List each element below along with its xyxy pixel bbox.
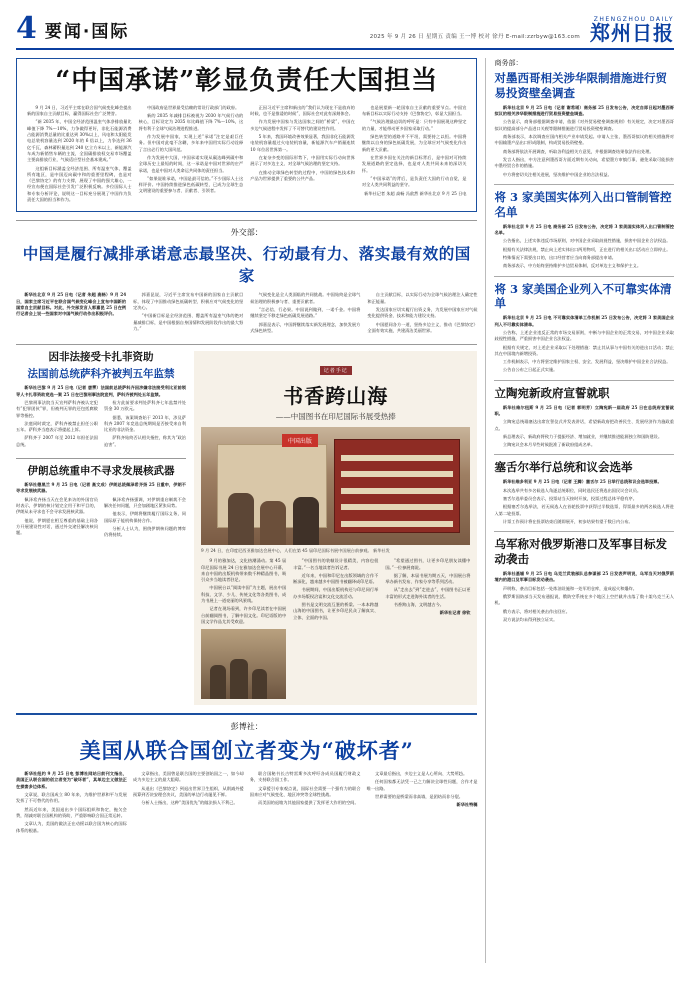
feature-photo-secondary (201, 629, 286, 699)
feature-headline: 书香跨山海 (283, 384, 389, 409)
paragraph: 本次选举共有多名候选人角逐总统职位，同时选民还将选出国民议会议员。 (502, 487, 642, 493)
paragraph: 公告指出，上述实体违反市场原则，对中国企业采取歧视性措施，损害中国企业合法权益。 (502, 238, 671, 244)
paragraph: 气候变化是全人类面临的共同挑战。中国始终是全球气候治理的积极参与者、重要贡献者。 (250, 292, 361, 304)
paragraph: 工作机制表示，中方将坚定维护国家主权、安全、发展利益，坚决维护中国企业合法权益。 (502, 359, 671, 365)
rail-body (494, 105, 674, 178)
paragraph: 9 月 24 日，习近平主席在联合国气候变化峰会提出新的国家自主贡献目标，赢得国际社会广泛赞誉。 (27, 104, 132, 117)
paragraph: 文章说，联合国成立 80 年来，为维护世界和平与发展发挥了不可替代的作用。 (16, 792, 127, 804)
paragraph: 任何国家都无法凭一己之力解决全球性问题，合作才是唯一出路。 (366, 779, 478, 791)
bloomberg-story (16, 721, 477, 836)
feature-col-3 (385, 558, 470, 699)
paragraph: 从“走出去”到“走进去”，中国图书正以更丰富的形式走进海外读者的生活。 (385, 587, 471, 599)
iran-headline: 伊朗总统重申不寻求发展核武器 (27, 465, 175, 478)
bloomberg-col-3 (250, 771, 361, 836)
bloomberg-col-4 (367, 771, 478, 836)
mfa-col-2 (133, 292, 243, 336)
paragraph: 记者在现场看到，许多印尼读者在中国展台前翻阅图书，了解中国文化。印尼语版的中国文学作品尤其受欢迎。 (201, 606, 287, 624)
feature-story (194, 351, 477, 705)
rail-story-2 (494, 282, 674, 374)
paragraph: 新的 2035 年减排目标被视为 2030 年气候行动的核心，目标设定为 2035 年比峰值下降 7%～10%，这将有利于全球气候治理进程推进。 (138, 113, 244, 131)
rail-kicker: 商务部： (494, 59, 523, 67)
paragraph: 正因习近平主席和新出的“我们认为现在不是放弃的时候，也不是推诿的时候”，国际社会对此有深刻体会。 (250, 104, 355, 117)
divider (494, 531, 674, 532)
paragraph: 而美国的退缩为其他国家提供了发挥更大作用的空间。 (258, 800, 359, 806)
paragraph: 从退出《巴黎协定》到退出世界卫生组织，从削减外援预算到否决安理会决议，美国的单边行动屡见不鲜。 (132, 785, 244, 798)
paragraph: 文章指出，美国曾是联合国的主要创始国之一，如今却成为多边主义的最大阻碍。 (132, 771, 244, 783)
divider (16, 220, 477, 221)
right-rail (486, 58, 674, 963)
paragraph: 在世界多国在关注的新目标背后，是中国对可持续发展道路的坚定选择，也是对人类共同未来的深切关怀。 (361, 154, 467, 173)
paragraph: 郭嘉昆说，习近平主席宣布中国新的国家自主贡献目标，体现了中国推动绿色低碳转型、积极应对气候变化的坚定决心。 (133, 292, 244, 310)
paragraph: 中方将密切关注相关进展，坚决维护中国企业的合法权益。 (502, 171, 612, 177)
paragraph: 发言人指出，中方注意到墨西哥方面近期有关动向，希望墨方审慎行事，避免采取可能损害中墨经贸合作的措施。 (494, 156, 674, 169)
paragraph: 9 月的雅加达，文化热潮涌动。第 45 届印尼国际书展 24 日在雅加达会展中心开幕，来自中国的出版机构带来数千种精品图书，吸引众多当地读者驻足。 (201, 558, 287, 583)
paragraph: “中国承诺”的背后，是负责任大国的行动自觉，是对全人类共同利益的坚守。 (361, 175, 467, 188)
rail-body (494, 479, 674, 525)
lead-col-1 (27, 105, 132, 205)
paper-nameplate (590, 16, 674, 44)
paragraph: 声明称，袭击目标包括一处炼油设施和一处军用仓库，造成起火和爆炸。 (502, 585, 637, 591)
paragraph: 塞舌尔选举委员会表示，投票站当天按时开放，投票过程总体平稳有序。 (502, 496, 637, 501)
paragraph: 在推动全球绿色转型的过程中，中国的绿色技术和产品为世界提供了重要的公共产品。 (250, 169, 355, 181)
paragraph: 在复杂多变的国际形势下，中国用实际行动向世界展示了对多边主义、对全球气候治理的坚定支持。 (250, 154, 355, 167)
issue-dateline: 2025 年 9 月 26 日 星期五 责编 王一博 校对 徐丹 E-mail:zzrbyw@163.com (369, 34, 580, 40)
sarkozy-byline (16, 385, 186, 398)
feature-byline: 新华社记者 徐钦 (439, 610, 471, 616)
feature-subheadline: ——中国图书在印尼国际书展受热捧 (275, 412, 396, 422)
rail-story-0 (494, 58, 674, 178)
lead-story (16, 58, 477, 212)
paragraph: 计票工作预计将在投票结束后随即展开，初步结果有望于数日内公布。 (502, 518, 633, 524)
lead-headline: “中国承诺”彰显负责任大国担当 (55, 66, 439, 96)
paragraph: 中国政府是世界最受信赖的常设行政部门的政府。 (147, 104, 240, 110)
paragraph: 立陶宛总统瑙塞达出席宣誓仪式并发表讲话，希望新政府把改善民生、发展经济作为施政重点。 (494, 419, 674, 431)
divider (494, 454, 674, 455)
byline: 新华社北京 9 月 25 日电 不可靠实体清单工作机制 25 日发布公告，决定将 3 家美国企业列入不可靠实体清单。 (494, 315, 674, 327)
rail-body (494, 571, 674, 623)
paragraph: 检方此前要求判处萨科齐七年监禁并处罚金 30 万欧元。 (104, 399, 186, 412)
feature-photo (201, 427, 470, 545)
paragraph: 巴黎刑事法院当天宣判萨科齐被认定犯有“犯罪团伙”罪，但被判无罪的还包括腐败罪等指控。 (16, 399, 98, 418)
rail-headline: 将 3 家美国企业列入不可靠实体清单 (494, 281, 672, 311)
paragraph: 新总理表示，新政府将致力于提振经济、增加就业，并继续推进能源独立和国防建设。 (502, 433, 663, 439)
mfa-byline: 新华社北京 9 月 25 日电（记者 朱超 高畅）9 月 24 日，国家主席习近平在联合国气候变化峰会上宣布中国新的国家自主贡献目标。对此，外交部发言人郭嘉昆 25 日在例行记者会上说一些国家对中国气候行动作出积极评价。 (16, 292, 127, 317)
paragraph: 联合国秘书长古特雷斯多次呼吁各成员国履行财政义务，支持联合国工作。 (249, 771, 361, 783)
page-number: 4 (16, 11, 37, 46)
divider (16, 344, 477, 345)
section-title: 要闻·国际 (44, 22, 130, 42)
mfa-col-4 (367, 292, 477, 336)
paragraph: 商务部表示，中方始终坚持维护多边贸易体制，反对单边主义和保护主义。 (502, 263, 642, 269)
byline: 新华社北京 9 月 25 日电 商务部 25 日发布公告，决定将 3 家美国实体列入出口管制管控名单。 (494, 223, 674, 236)
paragraph: “气候治理最迫切的呼吁是：只有中国展现这种坚定的力量，才能带动更多国家采取行动。” (361, 119, 467, 131)
rail-story-1 (494, 190, 674, 270)
byline: 新华社维尔纽斯 9 月 25 日电（记者 郭明芳）立陶宛新一届政府 25 日在总统府宣誓就职。 (494, 404, 674, 416)
paragraph: 根据有关法律法规，禁止向上述实体出口两用物项，正在进行的相关出口活动应立即停止。 (502, 246, 671, 252)
divider (494, 184, 674, 185)
paragraph: 世界需要的是桥梁而非高墙，是团结而非分裂。 (375, 794, 463, 800)
photo-banner-text: 中国出版 (282, 434, 318, 447)
rail-story-4 (494, 460, 674, 525)
paragraph: 双方说法均未得到独立证实。 (502, 616, 558, 622)
sarkozy-col-1 (16, 400, 98, 450)
iran-col-2 (104, 497, 186, 541)
paragraph: 他表示，伊朗将继续履行国际义务，同国际原子能机构保持合作。 (104, 511, 186, 523)
paragraph: 自主贡献目标，以实际行动为全球气候治理注入确定性和正能量。 (367, 292, 478, 304)
paragraph: 中国展台以“阅读中国”为主题，展出中国科技、文学、少儿、传统文化等各类图书，成为书展上一道亮丽的风景线。 (201, 585, 287, 603)
rail-body (494, 224, 674, 270)
paragraph: 萨科齐于 2007 年至 2012 年担任法国总统。 (16, 435, 98, 447)
rail-headline: 乌军称对俄罗斯港口及军事目标发动袭击 (494, 537, 667, 567)
paragraph: 近年来，中国和印尼在出版领域的合作不断深化，越来越多中国图书被翻译成印尼语。 (293, 572, 379, 585)
paragraph: 俄方表示，将对相关袭击作出回应。 (502, 608, 570, 614)
paragraph: 特殊情况下需要出口的，出口经营者应当向商务部提出申请。 (502, 254, 616, 260)
paragraph: 郭嘉昆表示，中国将继续落实新发展理念，加快发展方式绿色转型。 (250, 321, 361, 333)
paragraph: 绿色转型的道路并不平坦，需要持之以恒。中国将继续以自身的绿色低碳发展，为全球应对气候变化作出新的更大贡献。 (361, 134, 467, 152)
byline: 新华社基辅 9 月 25 日电 乌克兰武装部队总参谋部 25 日发表声明说，乌军当天对俄罗斯境内的港口及军事目标发动袭击。 (494, 571, 674, 583)
feature-col-1 (201, 558, 286, 699)
paragraph: 书展期间，中国出版机构还与印尼同行举办多场版权洽谈和文化交流活动。 (293, 587, 379, 599)
rail-headline: 对墨西哥相关涉华限制措施进行贸易投资壁垒调查 (494, 71, 667, 100)
paragraph: 公告显示，商务部根据调查申请，依据《对外贸易壁垒调查规则》有关规定，决定对墨西哥拟议的提高部分产品进口关税等限制措施进行贸易投资壁垒调查。 (494, 119, 674, 131)
byline: 新华社北京 9 月 25 日电（记者 谢希瑶）商务部 25 日发布公告，决定自即日起对墨西哥拟议的相关涉华限制措施进行贸易投资壁垒调查。 (494, 104, 674, 117)
rail-story-5 (494, 537, 674, 623)
paragraph: 佩泽希齐扬强调，对伊朗重启制裁不会解决任何问题，只会加剧地区紧张局势。 (104, 496, 186, 509)
paragraph: “言必信、行必果。中国说到做到，一诺千金。中国将继续坚定不移走绿色低碳发展道路。” (250, 306, 361, 319)
feature-badge: 记者手记 (320, 366, 352, 375)
byline: 新华社纽约 9 月 25 日电 彭博社网站日前刊文指出，美国正从联合国的创立者变为“破坏者”，其单边主义做法正在损害多边体系。 (16, 771, 127, 789)
paragraph: 公告自公布之日起正式实施。 (502, 367, 558, 373)
paragraph: 公告称，上述企业违反正常的市场交易原则，中断与中国企业的正常交易，对中国企业采取歧视性措施，严重损害中国企业合法权益。 (494, 329, 674, 342)
photo-bookshelf (334, 439, 460, 533)
paragraph: 中国愿同各方一道，坚持多边主义，推动《巴黎协定》全面有效实施，共建清洁美丽世界。 (367, 321, 478, 333)
bloomberg-headline: 美国从联合国创立者变为“破坏者” (79, 738, 414, 764)
bloomberg-col-1 (16, 771, 127, 836)
paragraph: 图书是文明交流互鉴的桥梁。一本本跨越山海的中国图书，让更多印尼民众了解真实、立体、全面的中国。 (293, 602, 379, 620)
lead-col-4 (362, 105, 467, 205)
mfa-kicker: 外交部： (230, 228, 263, 238)
paragraph: 发达国家应切实履行出资义务，为发展中国家应对气候变化提供资金、技术和能力建设支持。 (367, 306, 478, 319)
mfa-col-3 (250, 292, 360, 336)
divider (16, 713, 477, 715)
rail-story-3 (494, 386, 674, 449)
paragraph: 也是展望新一轮国家自主贡献的重要节点。中国宣布新目标以实际行动支持《巴黎协定》，彰显大国担当。 (361, 104, 467, 117)
byline: 新华社巴黎 9 月 25 日电（记者 唐霁）法国前总统萨科齐因涉嫌非法接受利比亚前领导人卡扎菲资助竞选一案 25 日在巴黎刑事法院宣判，萨科齐被判处五年监禁。 (16, 385, 186, 397)
paragraph: 根据有关规定，对上述企业采取以下处理措施：禁止其从事与中国有关的进出口活动；禁止其在中国境内新增投资。 (494, 344, 674, 356)
paragraph: 商务部表示，本次调查应国内相关产业申请发起。申请人主张，墨西哥拟议的相关措施将对中国输墨产品出口形成限制，构成贸易投资壁垒。 (494, 134, 674, 146)
byline: 新华社德黑兰 9 月 25 日电（记者 高文成）伊朗总统佩泽希齐扬 25 日重申，伊朗不寻求发展核武器。 (16, 482, 186, 494)
paragraph: 立陶宛议会本月早些时候批准了新政府组成名单。 (502, 442, 596, 448)
paragraph: 法庭同时裁定，萨科齐被禁止担任公职五年。萨科齐当庭表示将提起上诉。 (16, 420, 98, 433)
divider (16, 458, 186, 459)
feature-col-2 (293, 558, 378, 699)
sarkozy-kicker: 因非法接受卡扎菲资助 (48, 351, 154, 364)
paragraph: 这组新目标涵盖全经济范围、所有温室气体，覆盖所有地区，是中国迈向碳中和的重要里程碑，也是对《巴黎协定》的有力支撑，展现了中国的强大雄心，一经宣布便在国际社会引发广泛积极反响。多位国际人士和专家分析评论，说明这一目标充分展现了中国作为负责任大国的担当和作为。 (27, 165, 132, 203)
iran-col-1 (16, 497, 98, 541)
paragraph: “中国图书的装帧设计很精美，内容也很丰富。”一名当地读者告诉记者。 (293, 558, 379, 570)
paragraph: “中国新目标是全经济范围、覆盖所有温室气体的绝对量减排目标，是中国根据自身国情和发展阶段作出的最大努力。” (133, 313, 244, 331)
paragraph: 文章援引专家观点说，国际社会需要一个强有力的联合国来应对气候变化、地区冲突等全球性挑战。 (249, 785, 361, 798)
paragraph: 文章最后指出，多边主义是人心所向、大势所趋。 (375, 771, 468, 777)
paragraph: 萨科齐始终否认相关指控，称其为“政治迫害”。 (104, 435, 186, 447)
paragraph: 然而近年来，美国退出多个国际组织和协定，拖欠会费，削减对联合国机构的资助，严重影响联合国正常运转。 (16, 806, 127, 818)
paragraph: 他说，伊朗愿在相互尊重的基础上同各方开展建设性对话，通过外交途径解决核问题。 (16, 517, 98, 536)
mfa-col-1 (16, 292, 126, 336)
paragraph: 分析人士指出，这种“美国优先”的做法损人不利己。 (141, 800, 238, 806)
paragraph: “如果说谁承诺，中国是最可信的。”不少国际人士这样评价。中国持续推进绿色低碳转型，已成为全球生态文明建设的重要参与者、贡献者、引领者。 (138, 175, 244, 194)
sarkozy-col-2 (104, 400, 186, 450)
rail-body (494, 315, 674, 373)
rail-body (494, 405, 674, 449)
paragraph: 据了解，本届书展为期五天，中国展台将举办新书发布、作家分享等系列活动。 (385, 572, 471, 585)
sarkozy-headline: 法国前总统萨科齐被判五年监禁 (27, 368, 175, 381)
divider (494, 276, 674, 277)
bloomberg-kicker: 彭博社： (230, 722, 263, 732)
lead-col-3 (250, 105, 355, 205)
lead-byline: 新华社记者 朱超 高畅 冯歆然 新华社北京 9 月 25 日电 (364, 191, 467, 197)
rail-headline: 将 3 家美国实体列入出口管制管控名单 (494, 189, 672, 219)
mfa-story (16, 227, 477, 336)
paragraph: 书香跨山海，文明越古今。 (393, 602, 444, 607)
rail-headline: 立陶宛新政府宣誓就职 (494, 385, 610, 400)
main-column (16, 58, 486, 963)
paper-name-cn: 郑州日报 (590, 21, 674, 45)
bloomberg-col-2 (133, 771, 244, 836)
paragraph: “新 2035 年，中国全经济范围温室气体净排放量比峰值下降 7%～10%，力争做得更好，非化石能源消费占能源消费总量的比重达到 30%以上，风电和太阳能发电总装机容量达到 2020 年的 6 倍以上，力争达到 36 亿千瓦，森林蓄积量达到 240 亿立方米以上，新能源汽车成为新销售车辆的主流，全国碳排放权交易市场覆盖主要高排放行业，气候适应型社会基本建成。” (27, 119, 132, 163)
bloomberg-credit: 新华社特稿 (456, 802, 478, 808)
paragraph: 作为发展中大国，中国承诺实现从碳达峰到碳中和全球历史上最短的时间，这一承诺是中国对世界的庄严承诺，也是中国对人类命运共同体的责任担当。 (138, 154, 244, 173)
paragraph: 作为发展中国家，实现上述“承诺”注定是艰巨任务。但中国对此毫不含糊，多年来中国用实际行动诠释了言出必行的大国风范。 (138, 134, 244, 152)
byline: 新华社维多利亚 9 月 25 日电（记者 王腾）塞舌尔 25 日举行总统和议会选举投票。 (502, 479, 662, 485)
story-sarkozy (16, 351, 186, 450)
paragraph: 商务部将依法开展调查，听取各利益相关方意见，并根据调查结果依法作出处理。 (502, 148, 654, 154)
paragraph: 俄罗斯国防部当天发布通报说，俄防空系统在多个地区上空拦截并击落了数十架乌克兰无人机。 (494, 593, 674, 606)
paragraph: 5 年来，我国环境改善效果显著，我国非化石能源发电装机容量超过火电装机容量，新能源汽车产销量连续 10 年位居世界第一。 (250, 134, 355, 152)
paragraph: 据悉，该案调查始于 2013 年，涉及萨科齐 2007 年竞选总统期间是否接受来自利比亚的非法资金。 (104, 414, 186, 433)
lead-col-2 (139, 105, 244, 205)
paragraph: 作为发展中国家与发达国家之间的“桥梁”，中国在多边气候进程中发挥了不可替代的建设性作用。 (250, 119, 355, 131)
mid-left-column (16, 351, 186, 705)
paper-name-en: ZHENGZHOU DAILY (593, 16, 674, 23)
mfa-headline: 中国是履行减排承诺意志最坚决、行动最有力、落实最有效的国家 (22, 244, 471, 286)
rail-headline: 塞舌尔举行总统和议会选举 (494, 460, 633, 475)
feature-photo-caption: 9 月 24 日，在印度尼西亚雅加达会展中心，人们在第 45 届印尼国际书展中国展台前参观。 新华社发 (201, 548, 390, 554)
paragraph: 佩泽希齐扬当天在会见来访的外国官员时表示，伊朗的核计划完全用于和平目的，伊朗从未寻求也不会寻求发展核武器。 (16, 496, 98, 515)
story-iran (16, 465, 186, 541)
paragraph: 分析人士认为，围绕伊朗核问题的博弈仍将持续。 (104, 525, 186, 538)
iran-byline (16, 482, 186, 495)
paragraph: “希望通过图书，让更多印尼朋友读懂中国。”一位参展商说。 (385, 558, 471, 570)
paragraph: 根据塞舌尔选举法，若无候选人在首轮投票中获得过半数选票，得票最多的两名候选人将进入第二轮投票。 (494, 504, 674, 516)
divider (494, 380, 674, 381)
paragraph: 文章认为，美国的做法正在动摇以联合国为核心的国际体系的根基。 (16, 821, 127, 833)
masthead (16, 11, 674, 50)
